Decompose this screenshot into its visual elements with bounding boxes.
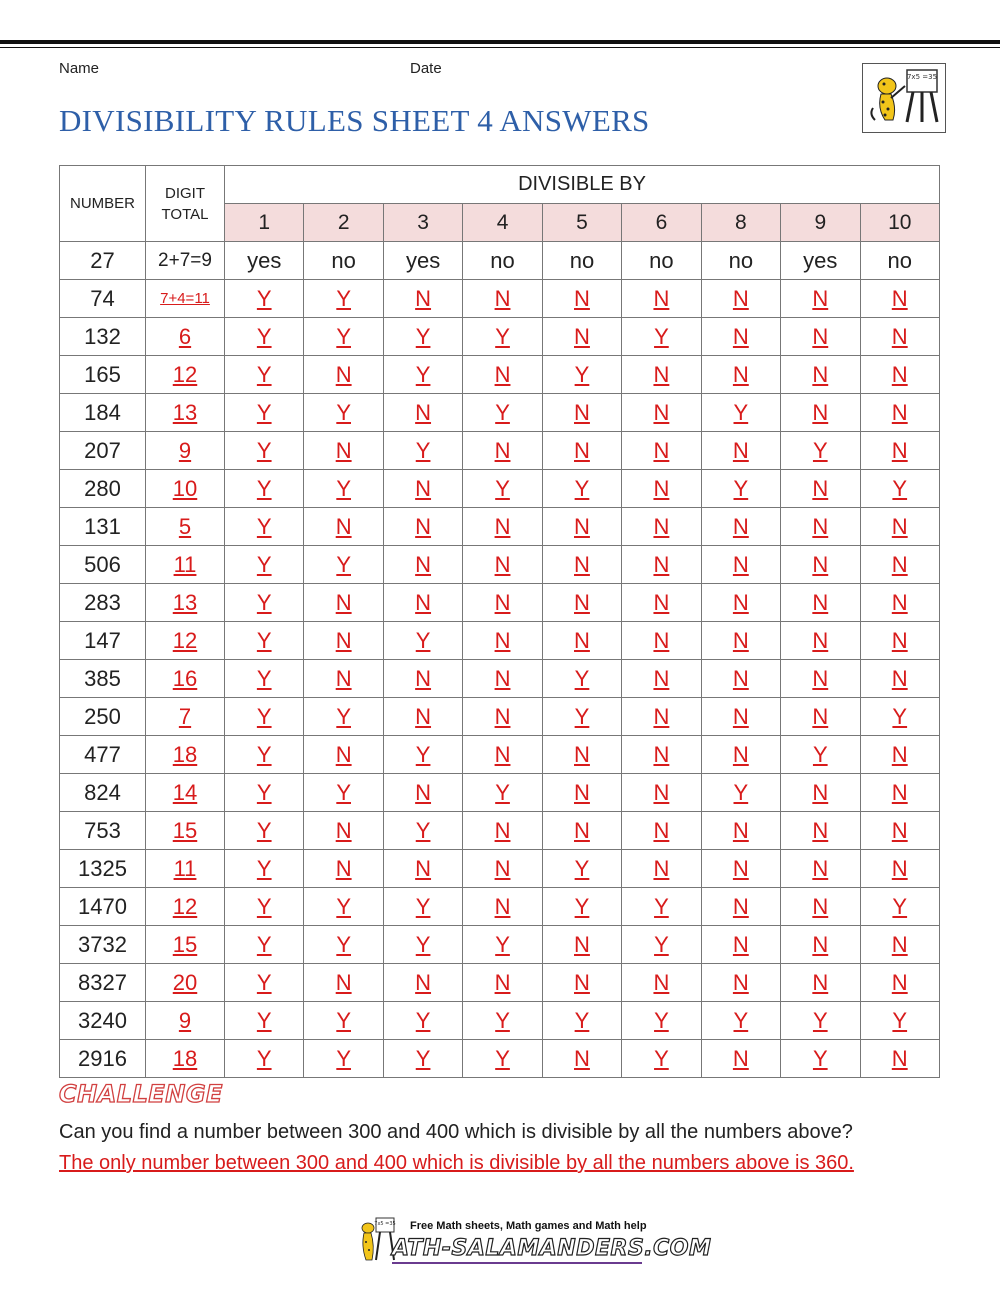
table-row bbox=[60, 698, 940, 736]
footer-salamander-icon bbox=[356, 1216, 396, 1266]
answer-cell: Y bbox=[225, 774, 304, 812]
answer-cell: N bbox=[701, 584, 780, 622]
answer-cell: N bbox=[781, 964, 860, 1002]
answer-cell: Y bbox=[225, 622, 304, 660]
answer-cell: N bbox=[701, 508, 780, 546]
header-divisible-by: DIVISIBLE BY bbox=[225, 166, 940, 204]
digit-total-cell: 13 bbox=[146, 394, 225, 432]
answer-cell: no bbox=[701, 242, 780, 280]
answer-cell: Y bbox=[225, 584, 304, 622]
answer-cell: N bbox=[781, 584, 860, 622]
number-cell: 207 bbox=[60, 432, 146, 470]
answer-cell: N bbox=[781, 546, 860, 584]
answer-cell: N bbox=[860, 812, 940, 850]
answer-cell: N bbox=[304, 736, 383, 774]
answer-cell: Y bbox=[225, 280, 304, 318]
answer-cell: Y bbox=[463, 1002, 542, 1040]
answer-cell: no bbox=[463, 242, 542, 280]
table-row bbox=[60, 508, 940, 546]
answer-cell: Y bbox=[860, 888, 940, 926]
divisor-header-3: 3 bbox=[383, 204, 462, 242]
answer-cell: N bbox=[701, 964, 780, 1002]
digit-total-cell: 10 bbox=[146, 470, 225, 508]
divisor-header-5: 5 bbox=[542, 204, 621, 242]
number-cell: 27 bbox=[60, 242, 146, 280]
number-cell: 184 bbox=[60, 394, 146, 432]
answer-cell: N bbox=[622, 394, 701, 432]
answer-cell: N bbox=[781, 394, 860, 432]
answer-cell: N bbox=[701, 736, 780, 774]
answer-cell: N bbox=[542, 584, 621, 622]
header-number: NUMBER bbox=[60, 166, 146, 242]
answer-cell: Y bbox=[304, 1002, 383, 1040]
answer-cell: N bbox=[622, 584, 701, 622]
answer-cell: N bbox=[622, 850, 701, 888]
answer-cell: Y bbox=[225, 394, 304, 432]
digit-total-cell: 7+4=11 bbox=[146, 280, 225, 318]
footer-underline bbox=[392, 1262, 642, 1264]
answer-cell: N bbox=[463, 850, 542, 888]
digit-total-cell: 20 bbox=[146, 964, 225, 1002]
answer-cell: N bbox=[383, 280, 462, 318]
answer-cell: Y bbox=[383, 1002, 462, 1040]
answer-cell: Y bbox=[225, 470, 304, 508]
answer-cell: Y bbox=[304, 774, 383, 812]
answer-cell: N bbox=[701, 850, 780, 888]
table-row bbox=[60, 356, 940, 394]
table-row bbox=[60, 318, 940, 356]
answer-cell: Y bbox=[542, 660, 621, 698]
answer-cell: N bbox=[622, 622, 701, 660]
answer-cell: N bbox=[463, 280, 542, 318]
table-row bbox=[60, 736, 940, 774]
answer-cell: N bbox=[542, 280, 621, 318]
answer-cell: N bbox=[622, 432, 701, 470]
answer-cell: N bbox=[383, 774, 462, 812]
table-row bbox=[60, 850, 940, 888]
answer-cell: N bbox=[860, 546, 940, 584]
answer-cell: N bbox=[701, 660, 780, 698]
number-cell: 250 bbox=[60, 698, 146, 736]
divisibility-table bbox=[59, 165, 940, 1078]
answer-cell: N bbox=[701, 318, 780, 356]
table-row bbox=[60, 888, 940, 926]
table-row bbox=[60, 242, 940, 280]
answer-cell: Y bbox=[383, 356, 462, 394]
answer-cell: N bbox=[542, 318, 621, 356]
answer-cell: Y bbox=[225, 1002, 304, 1040]
answer-cell: Y bbox=[622, 1002, 701, 1040]
page-title: DIVISIBILITY RULES SHEET 4 ANSWERS bbox=[59, 103, 650, 138]
answer-cell: N bbox=[542, 432, 621, 470]
number-cell: 824 bbox=[60, 774, 146, 812]
answer-cell: N bbox=[701, 356, 780, 394]
table-row bbox=[60, 964, 940, 1002]
answer-cell: N bbox=[860, 964, 940, 1002]
number-cell: 8327 bbox=[60, 964, 146, 1002]
number-cell: 753 bbox=[60, 812, 146, 850]
answer-cell: Y bbox=[860, 698, 940, 736]
answer-cell: Y bbox=[781, 432, 860, 470]
divisor-header-1: 1 bbox=[225, 204, 304, 242]
answer-cell: N bbox=[622, 508, 701, 546]
answer-cell: N bbox=[463, 546, 542, 584]
answer-cell: N bbox=[701, 812, 780, 850]
answer-cell: Y bbox=[781, 1040, 860, 1078]
answer-cell: Y bbox=[304, 470, 383, 508]
answer-cell: Y bbox=[463, 774, 542, 812]
answer-cell: N bbox=[860, 584, 940, 622]
digit-total-cell: 11 bbox=[146, 850, 225, 888]
answer-cell: N bbox=[781, 318, 860, 356]
answer-cell: N bbox=[781, 508, 860, 546]
answer-cell: N bbox=[463, 432, 542, 470]
answer-cell: N bbox=[622, 964, 701, 1002]
number-cell: 3732 bbox=[60, 926, 146, 964]
answer-cell: N bbox=[463, 584, 542, 622]
answer-cell: Y bbox=[781, 1002, 860, 1040]
table-row bbox=[60, 660, 940, 698]
answer-cell: N bbox=[542, 812, 621, 850]
answer-cell: N bbox=[463, 888, 542, 926]
answer-cell: no bbox=[304, 242, 383, 280]
challenge-question: Can you find a number between 300 and 400 which is divisible by all the numbers above? bbox=[59, 1121, 853, 1143]
answer-cell: N bbox=[860, 432, 940, 470]
answer-cell: Y bbox=[463, 394, 542, 432]
answer-cell: N bbox=[463, 964, 542, 1002]
answer-cell: N bbox=[781, 622, 860, 660]
answer-cell: N bbox=[304, 356, 383, 394]
answer-cell: N bbox=[383, 584, 462, 622]
answer-cell: N bbox=[622, 736, 701, 774]
answer-cell: N bbox=[701, 698, 780, 736]
digit-total-cell: 12 bbox=[146, 888, 225, 926]
answer-cell: Y bbox=[622, 888, 701, 926]
table-row bbox=[60, 774, 940, 812]
footer-board-text: 7x5 =35 bbox=[374, 1221, 396, 1227]
answer-cell: yes bbox=[781, 242, 860, 280]
answer-cell: N bbox=[463, 660, 542, 698]
answer-cell: Y bbox=[701, 774, 780, 812]
answer-cell: yes bbox=[383, 242, 462, 280]
answer-cell: N bbox=[463, 698, 542, 736]
answer-cell: no bbox=[860, 242, 940, 280]
table-row bbox=[60, 1040, 940, 1078]
answer-cell: N bbox=[781, 280, 860, 318]
answer-cell: Y bbox=[542, 698, 621, 736]
digit-total-cell: 18 bbox=[146, 736, 225, 774]
table-body bbox=[60, 242, 940, 1078]
digit-total-cell: 2+7=9 bbox=[146, 242, 225, 280]
answer-cell: Y bbox=[860, 470, 940, 508]
answer-cell: N bbox=[542, 546, 621, 584]
logo-board-text: 7x5 =35 bbox=[906, 73, 938, 81]
answer-cell: N bbox=[860, 508, 940, 546]
digit-total-cell: 18 bbox=[146, 1040, 225, 1078]
answer-cell: N bbox=[304, 850, 383, 888]
answer-cell: N bbox=[304, 660, 383, 698]
number-cell: 147 bbox=[60, 622, 146, 660]
divisor-header-2: 2 bbox=[304, 204, 383, 242]
answer-cell: N bbox=[463, 736, 542, 774]
digit-total-cell: 9 bbox=[146, 1002, 225, 1040]
answer-cell: Y bbox=[542, 850, 621, 888]
answer-cell: no bbox=[542, 242, 621, 280]
answer-cell: Y bbox=[225, 432, 304, 470]
answer-cell: yes bbox=[225, 242, 304, 280]
answer-cell: N bbox=[383, 850, 462, 888]
answer-cell: N bbox=[383, 394, 462, 432]
answer-cell: Y bbox=[701, 1002, 780, 1040]
answer-cell: N bbox=[860, 622, 940, 660]
answer-cell: N bbox=[622, 280, 701, 318]
answer-cell: N bbox=[622, 356, 701, 394]
challenge-answer: The only number between 300 and 400 which is divisible by all the numbers above is 360. bbox=[59, 1152, 854, 1174]
table-row bbox=[60, 812, 940, 850]
table-row bbox=[60, 622, 940, 660]
answer-cell: Y bbox=[622, 1040, 701, 1078]
answer-cell: Y bbox=[304, 698, 383, 736]
answer-cell: N bbox=[383, 546, 462, 584]
divisor-header-8: 8 bbox=[701, 204, 780, 242]
digit-total-cell: 11 bbox=[146, 546, 225, 584]
digit-total-cell: 7 bbox=[146, 698, 225, 736]
table-row bbox=[60, 432, 940, 470]
answer-cell: Y bbox=[542, 888, 621, 926]
answer-cell: Y bbox=[304, 888, 383, 926]
top-rule bbox=[0, 40, 1000, 44]
header-digit-line2: TOTAL bbox=[161, 205, 209, 223]
answer-cell: N bbox=[383, 964, 462, 1002]
answer-cell: Y bbox=[304, 280, 383, 318]
answer-cell: Y bbox=[225, 850, 304, 888]
answer-cell: N bbox=[701, 622, 780, 660]
answer-cell: N bbox=[383, 470, 462, 508]
table-row bbox=[60, 584, 940, 622]
answer-cell: Y bbox=[304, 1040, 383, 1078]
answer-cell: Y bbox=[622, 926, 701, 964]
answer-cell: Y bbox=[304, 926, 383, 964]
table-row bbox=[60, 470, 940, 508]
answer-cell: N bbox=[463, 508, 542, 546]
answer-cell: N bbox=[304, 812, 383, 850]
answer-cell: Y bbox=[225, 660, 304, 698]
answer-cell: N bbox=[781, 698, 860, 736]
number-cell: 1470 bbox=[60, 888, 146, 926]
digit-total-cell: 13 bbox=[146, 584, 225, 622]
answer-cell: N bbox=[701, 546, 780, 584]
table-row bbox=[60, 280, 940, 318]
answer-cell: N bbox=[542, 774, 621, 812]
divisor-header-10: 10 bbox=[860, 204, 940, 242]
answer-cell: N bbox=[542, 1040, 621, 1078]
answer-cell: N bbox=[701, 432, 780, 470]
answer-cell: Y bbox=[383, 812, 462, 850]
answer-cell: N bbox=[860, 356, 940, 394]
answer-cell: Y bbox=[383, 318, 462, 356]
table-row bbox=[60, 546, 940, 584]
answer-cell: N bbox=[860, 394, 940, 432]
answer-cell: N bbox=[304, 432, 383, 470]
answer-cell: Y bbox=[225, 812, 304, 850]
answer-cell: N bbox=[542, 926, 621, 964]
answer-cell: N bbox=[463, 812, 542, 850]
header-digit-line1: DIGIT bbox=[165, 184, 205, 202]
answer-cell: N bbox=[860, 926, 940, 964]
answer-cell: N bbox=[781, 812, 860, 850]
digit-total-cell: 12 bbox=[146, 622, 225, 660]
divisor-header-9: 9 bbox=[781, 204, 860, 242]
answer-cell: N bbox=[860, 1040, 940, 1078]
answer-cell: N bbox=[304, 584, 383, 622]
answer-cell: N bbox=[860, 774, 940, 812]
answer-cell: Y bbox=[225, 888, 304, 926]
answer-cell: Y bbox=[542, 356, 621, 394]
answer-cell: Y bbox=[383, 888, 462, 926]
answer-cell: N bbox=[860, 318, 940, 356]
answer-cell: Y bbox=[701, 470, 780, 508]
answer-cell: Y bbox=[304, 318, 383, 356]
answer-cell: Y bbox=[463, 470, 542, 508]
divisor-header-6: 6 bbox=[622, 204, 701, 242]
footer-site-name: ATH-SALAMANDERS.COM bbox=[392, 1236, 712, 1261]
salamander-logo bbox=[862, 63, 946, 133]
digit-total-cell: 9 bbox=[146, 432, 225, 470]
answer-cell: Y bbox=[225, 356, 304, 394]
answer-cell: N bbox=[622, 774, 701, 812]
answer-cell: Y bbox=[225, 926, 304, 964]
challenge-heading: CHALLENGE bbox=[59, 1080, 223, 1108]
answer-cell: N bbox=[383, 698, 462, 736]
answer-cell: Y bbox=[304, 546, 383, 584]
answer-cell: N bbox=[860, 736, 940, 774]
answer-cell: N bbox=[781, 356, 860, 394]
answer-cell: N bbox=[781, 774, 860, 812]
answer-cell: N bbox=[701, 888, 780, 926]
answer-cell: N bbox=[542, 394, 621, 432]
number-cell: 74 bbox=[60, 280, 146, 318]
top-rule-thin bbox=[0, 47, 1000, 48]
answer-cell: N bbox=[304, 964, 383, 1002]
answer-cell: N bbox=[860, 660, 940, 698]
answer-cell: no bbox=[622, 242, 701, 280]
answer-cell: Y bbox=[542, 470, 621, 508]
answer-cell: Y bbox=[225, 964, 304, 1002]
digit-total-cell: 6 bbox=[146, 318, 225, 356]
digit-total-cell: 15 bbox=[146, 926, 225, 964]
answer-cell: Y bbox=[463, 926, 542, 964]
answer-cell: N bbox=[463, 622, 542, 660]
answer-cell: Y bbox=[383, 736, 462, 774]
number-cell: 132 bbox=[60, 318, 146, 356]
answer-cell: N bbox=[622, 660, 701, 698]
date-label: Date bbox=[410, 60, 442, 77]
answer-cell: N bbox=[622, 470, 701, 508]
answer-cell: Y bbox=[383, 926, 462, 964]
answer-cell: Y bbox=[860, 1002, 940, 1040]
divisor-header-4: 4 bbox=[463, 204, 542, 242]
answer-cell: N bbox=[781, 850, 860, 888]
answer-cell: N bbox=[622, 698, 701, 736]
name-label: Name bbox=[59, 60, 100, 77]
answer-cell: Y bbox=[622, 318, 701, 356]
answer-cell: N bbox=[860, 850, 940, 888]
answer-cell: N bbox=[304, 622, 383, 660]
answer-cell: N bbox=[542, 508, 621, 546]
header-digit-total bbox=[146, 166, 225, 242]
answer-cell: N bbox=[701, 926, 780, 964]
number-cell: 2916 bbox=[60, 1040, 146, 1078]
answer-cell: Y bbox=[225, 318, 304, 356]
answer-cell: Y bbox=[225, 1040, 304, 1078]
answer-cell: Y bbox=[383, 1040, 462, 1078]
answer-cell: N bbox=[781, 660, 860, 698]
number-cell: 283 bbox=[60, 584, 146, 622]
answer-cell: Y bbox=[225, 698, 304, 736]
answer-cell: N bbox=[781, 888, 860, 926]
table-row bbox=[60, 926, 940, 964]
answer-cell: Y bbox=[225, 736, 304, 774]
number-cell: 385 bbox=[60, 660, 146, 698]
answer-cell: N bbox=[304, 508, 383, 546]
number-cell: 280 bbox=[60, 470, 146, 508]
number-cell: 3240 bbox=[60, 1002, 146, 1040]
answer-cell: N bbox=[701, 280, 780, 318]
answer-cell: N bbox=[622, 812, 701, 850]
digit-total-cell: 15 bbox=[146, 812, 225, 850]
answer-cell: N bbox=[383, 508, 462, 546]
answer-cell: N bbox=[463, 356, 542, 394]
answer-cell: N bbox=[542, 622, 621, 660]
answer-cell: N bbox=[701, 1040, 780, 1078]
answer-cell: N bbox=[860, 280, 940, 318]
answer-cell: N bbox=[781, 470, 860, 508]
answer-cell: Y bbox=[304, 394, 383, 432]
answer-cell: Y bbox=[542, 1002, 621, 1040]
digit-total-cell: 14 bbox=[146, 774, 225, 812]
number-cell: 1325 bbox=[60, 850, 146, 888]
table-row bbox=[60, 1002, 940, 1040]
answer-cell: Y bbox=[225, 508, 304, 546]
answer-cell: N bbox=[622, 546, 701, 584]
answer-cell: Y bbox=[701, 394, 780, 432]
answer-cell: Y bbox=[383, 622, 462, 660]
number-cell: 165 bbox=[60, 356, 146, 394]
salamander-teacher-icon bbox=[863, 64, 945, 132]
number-cell: 131 bbox=[60, 508, 146, 546]
answer-cell: Y bbox=[225, 546, 304, 584]
answer-cell: N bbox=[781, 926, 860, 964]
answer-cell: Y bbox=[463, 1040, 542, 1078]
answer-cell: Y bbox=[383, 432, 462, 470]
table-row bbox=[60, 394, 940, 432]
digit-total-cell: 16 bbox=[146, 660, 225, 698]
number-cell: 506 bbox=[60, 546, 146, 584]
answer-cell: Y bbox=[781, 736, 860, 774]
digit-total-cell: 5 bbox=[146, 508, 225, 546]
answer-cell: N bbox=[383, 660, 462, 698]
footer-tagline: Free Math sheets, Math games and Math help bbox=[410, 1220, 647, 1232]
answer-cell: N bbox=[542, 736, 621, 774]
answer-cell: Y bbox=[463, 318, 542, 356]
answer-cell: N bbox=[542, 964, 621, 1002]
digit-total-cell: 12 bbox=[146, 356, 225, 394]
number-cell: 477 bbox=[60, 736, 146, 774]
